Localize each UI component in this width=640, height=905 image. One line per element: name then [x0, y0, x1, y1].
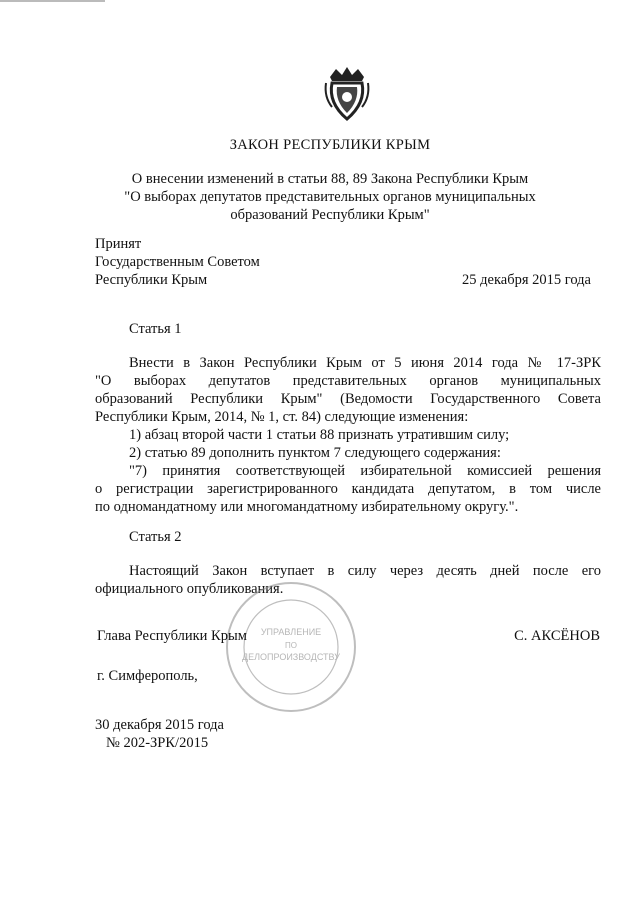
stamp-text: ДЕЛОПРОИЗВОДСТВУ — [242, 652, 340, 662]
signatory-name: С. АКСЁНОВ — [514, 628, 600, 644]
article-1-item-2: 2) статью 89 дополнить пунктом 7 следующего содержания: — [129, 445, 501, 461]
subtitle-line: образований Республики Крым" — [230, 207, 430, 223]
article-1-heading: Статья 1 — [129, 321, 182, 337]
quote-line: "7) принятия соответствующей избирательной комиссией решения — [129, 463, 601, 479]
article-1-line: образований Республики Крым" (Ведомости Государственного Совета — [95, 391, 601, 407]
quote-line: по одномандатному или многомандатному избирательному округу.". — [95, 499, 519, 515]
signing-city: г. Симферополь, — [97, 668, 198, 684]
law-subtitle — [60, 170, 600, 224]
adoption-line: Государственным Советом — [95, 254, 260, 270]
adoption-line: Республики Крым — [95, 272, 208, 288]
signatory-position: Глава Республики Крым — [97, 628, 247, 644]
article-2-line: официального опубликования. — [95, 581, 284, 597]
stamp-text: ПО — [285, 641, 297, 650]
subtitle-line: "О выборах депутатов представительных органов муниципальных — [124, 189, 536, 205]
article-1-quote — [95, 462, 601, 516]
law-number: № 202-ЗРК/2015 — [106, 735, 209, 751]
article-2-line: Настоящий Закон вступает в силу через десять дней после его — [129, 563, 601, 579]
adoption-date: 25 декабря 2015 года — [462, 272, 591, 288]
adoption-block — [95, 235, 260, 289]
article-1-line: Внести в Закон Республики Крым от 5 июня 2014 года № 17-ЗРК — [129, 355, 601, 371]
subtitle-line: О внесении изменений в статьи 88, 89 Закона Республики Крым — [131, 171, 529, 187]
stamp-text: УПРАВЛЕНИЕ — [260, 627, 322, 637]
article-1-line: Республики Крым, 2014, № 1, ст. 84) следующие изменения: — [95, 409, 469, 425]
scan-edge-line — [0, 0, 105, 2]
article-1-body — [95, 354, 601, 426]
law-title: ЗАКОН РЕСПУБЛИКИ КРЫМ — [229, 137, 431, 153]
article-1-line: "О выборах депутатов представительных органов муниципальных — [95, 373, 601, 389]
signing-date: 30 декабря 2015 года — [95, 717, 224, 733]
quote-line: о регистрации зарегистрированного кандидата депутатом, в том числе — [95, 481, 601, 497]
article-2-heading: Статья 2 — [129, 529, 182, 545]
coat-of-arms-emblem-icon — [322, 63, 372, 123]
article-1-item-1: 1) абзац второй части 1 статьи 88 признать утратившим силу; — [129, 427, 510, 443]
official-stamp-icon — [222, 578, 360, 716]
adoption-line: Принят — [95, 236, 142, 252]
